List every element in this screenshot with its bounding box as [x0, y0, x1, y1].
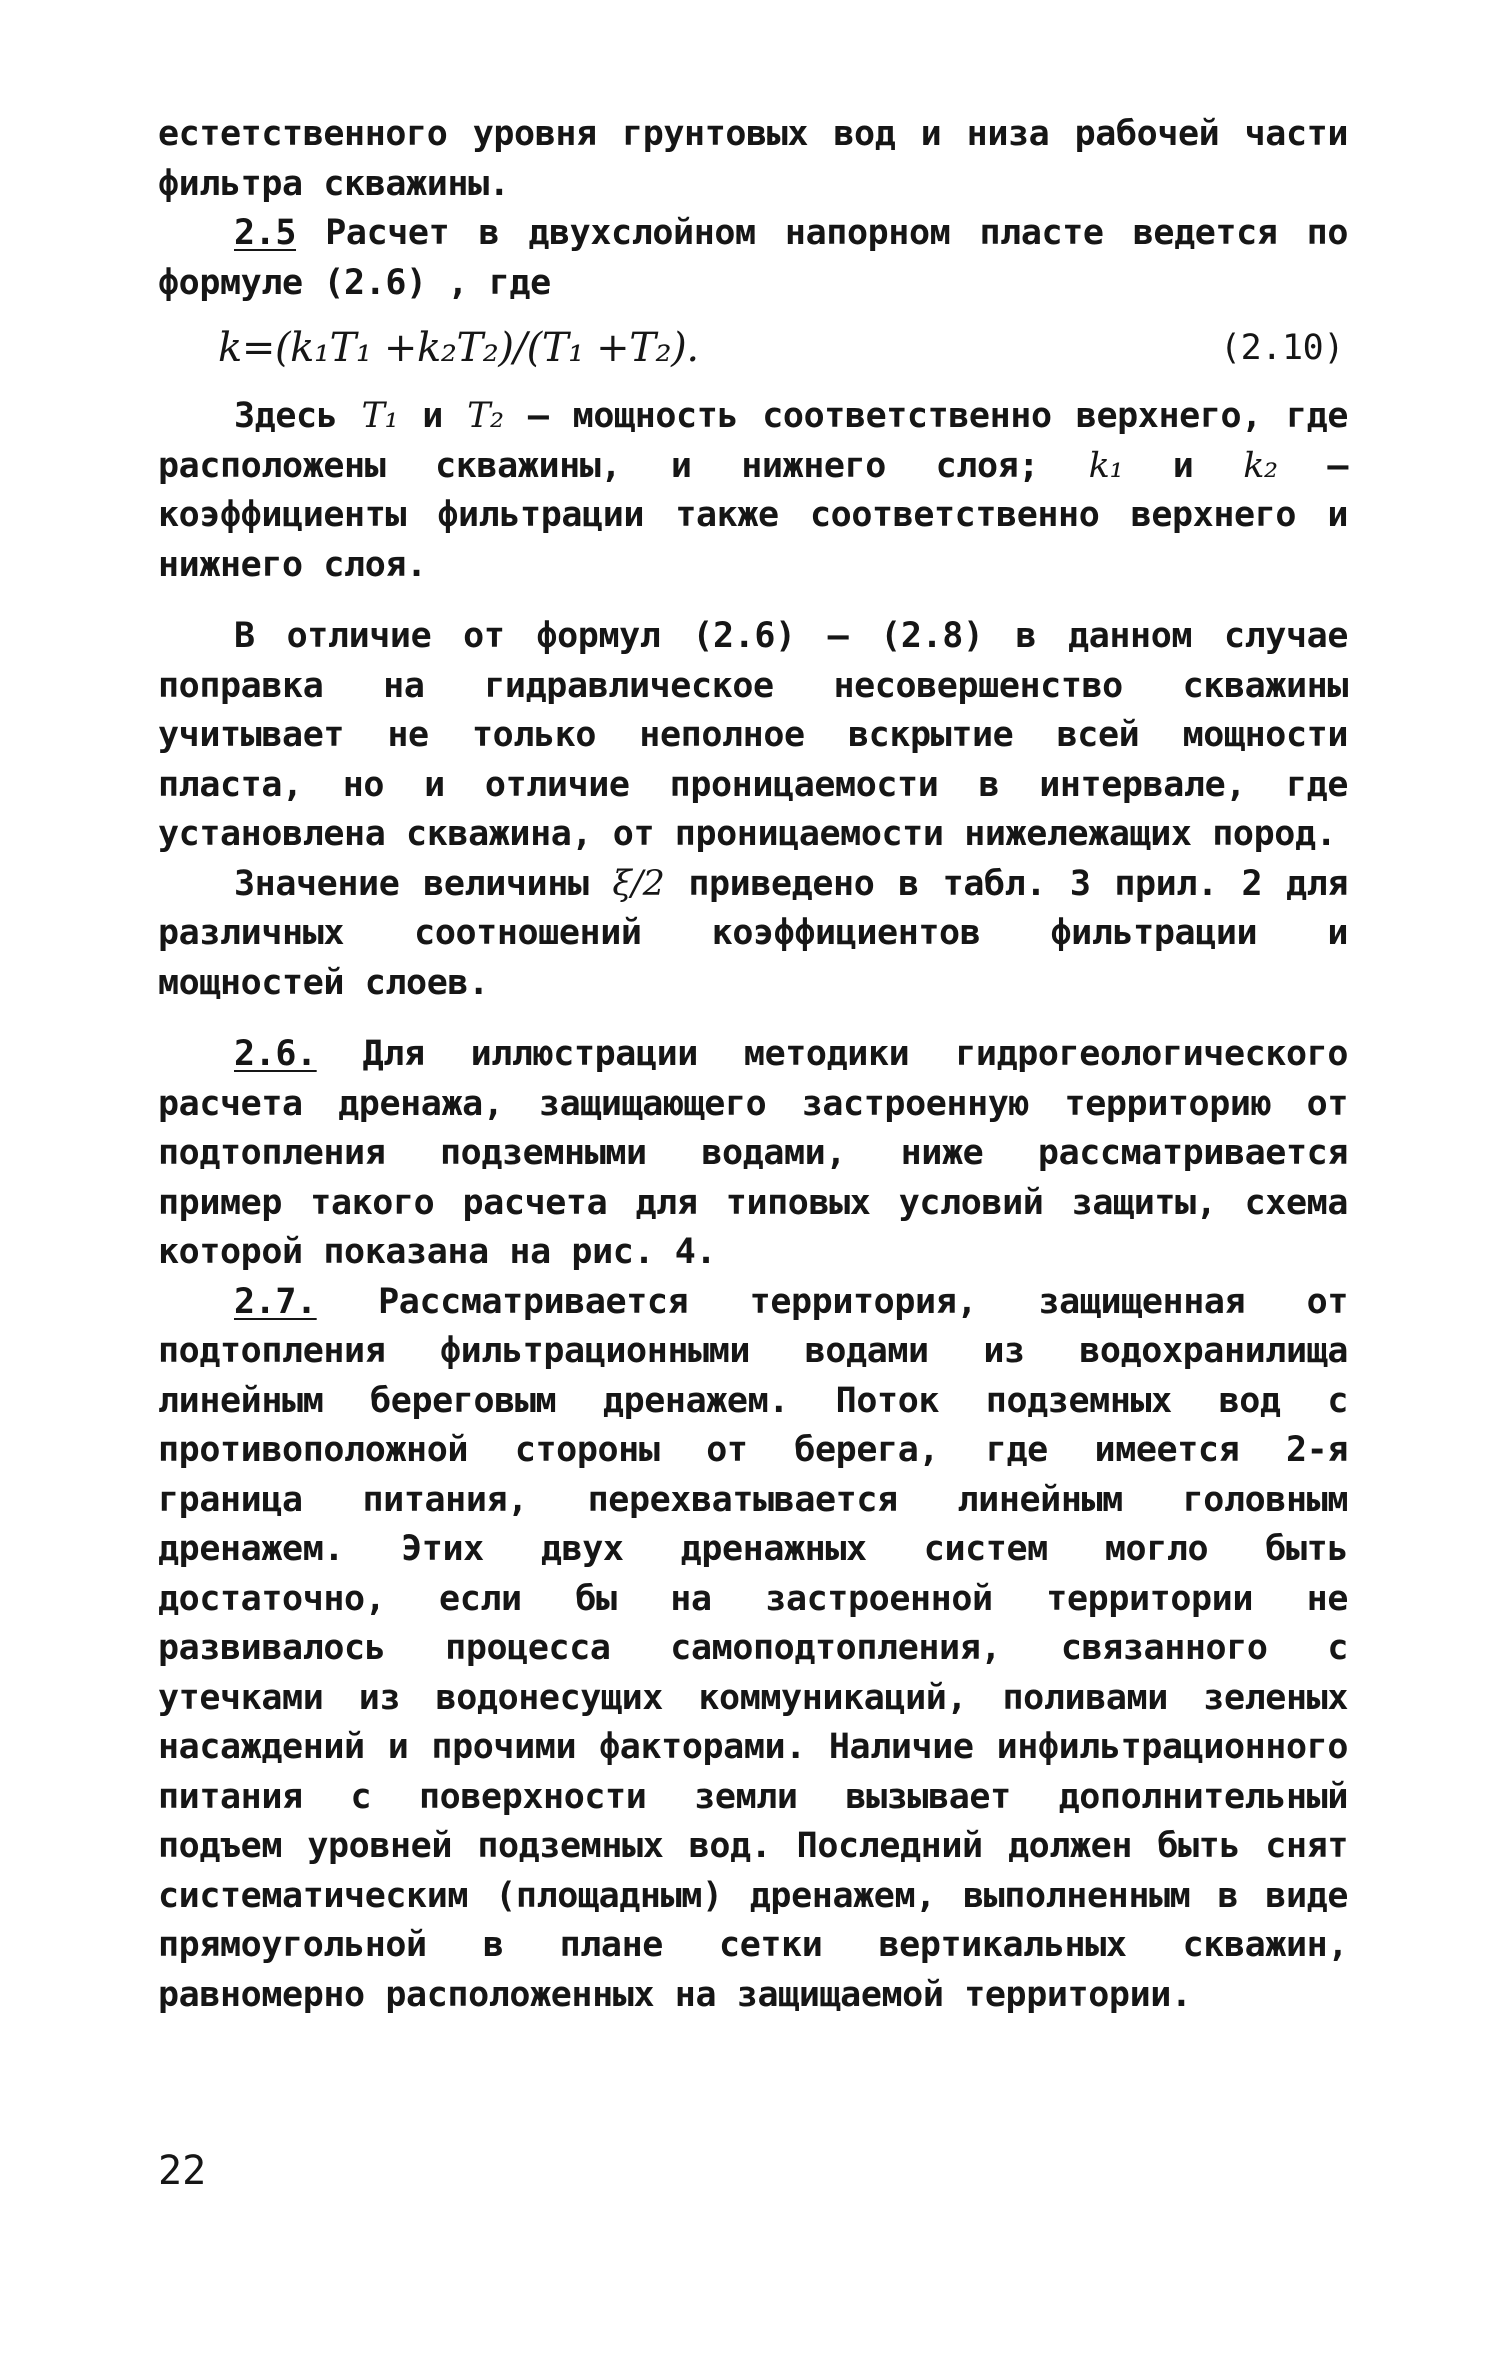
variable-xi: ξ/2: [612, 863, 665, 904]
paragraph-continuation: естетственного уровня грунтовых вод и низа рабочей части фильтра скважины.: [158, 114, 1348, 204]
formula-block: [218, 314, 1348, 384]
section-number: 2.5: [234, 213, 297, 253]
section-2-5: [158, 209, 1348, 308]
section-2-7: [158, 1278, 1348, 2021]
text-run: Здесь: [234, 396, 362, 436]
text-run: – коэффициенты фильтрации также соответственно верхнего и нижнего слоя.: [158, 445, 1349, 585]
variable-t1: T₁: [361, 396, 399, 436]
text-body: [158, 110, 1348, 2020]
section-number: 2.7.: [234, 1281, 317, 1322]
text-run: и: [1123, 445, 1244, 486]
formula: k=(k₁T₁ +k₂T₂)/(T₁ +T₂).: [218, 325, 699, 372]
variable-k2: k₂: [1243, 445, 1278, 486]
section-number: 2.6.: [234, 1034, 317, 1074]
paragraph-difference: В отличие от формул (2.6) – (2.8) в данном случае поправка на гидравлическое несовершенство скважины учитывает не только неполное вскрытие всей мощности пласта, но и отличие проницаемости в интервале, где установлена скважина, от проницаемости нижележащих пород.: [158, 616, 1348, 854]
section-2-6: [158, 1030, 1348, 1278]
equation-number: (2.10): [1219, 328, 1344, 369]
section-text: Расчет в двухслойном напорном пласте ведется по формуле (2.6) , где: [158, 213, 1348, 303]
text-run: приведено в табл. 3 прил. 2 для различных соотношений коэффициентов фильтрации и мощностей слоев.: [158, 863, 1348, 1003]
text-run: и: [398, 396, 468, 436]
section-text: Рассматривается территория, защищенная от подтопления фильтрационными водами из водохранилища линейным береговым дренажем. Поток подземных вод с противоположной стороны от берега, где имеется 2-я граница питания, перехватывается линейным головным дренажем. Этих двух дренажных систем могло быть достаточно, если бы на застроенной территории не развивалось процесса самоподтопления, связанного с утечками из водонесущих коммуникаций, поливами зеленых насаждений и прочими факторами. Наличие инфильтрационного питания с поверхности земли вызывает дополнительный подъем уровней подземных вод. Последний должен быть снят систематическим (площадным) дренажем, выполненным в виде прямоугольной в плане сетки вертикальных скважин, равномерно расположенных на защищаемой территории.: [158, 1281, 1348, 2015]
variable-k1: k₁: [1088, 445, 1124, 486]
variable-t2: T₂: [467, 396, 504, 436]
section-text: Для иллюстрации методики гидрогеологического расчета дренажа, защищающего застроенную территорию от подтопления подземными водами, ниже рассматривается пример такого расчета для типовых условий защиты, схема которой показана на рис. 4.: [158, 1034, 1348, 1272]
paragraph-value: [158, 860, 1348, 1009]
page-number: 22: [158, 2148, 207, 2194]
text-run: – мощность соответственно верхнего, где расположены скважины, и нижнего слоя;: [158, 396, 1349, 486]
text-run: Значение величины: [234, 863, 613, 904]
paragraph-definitions: [158, 392, 1348, 590]
